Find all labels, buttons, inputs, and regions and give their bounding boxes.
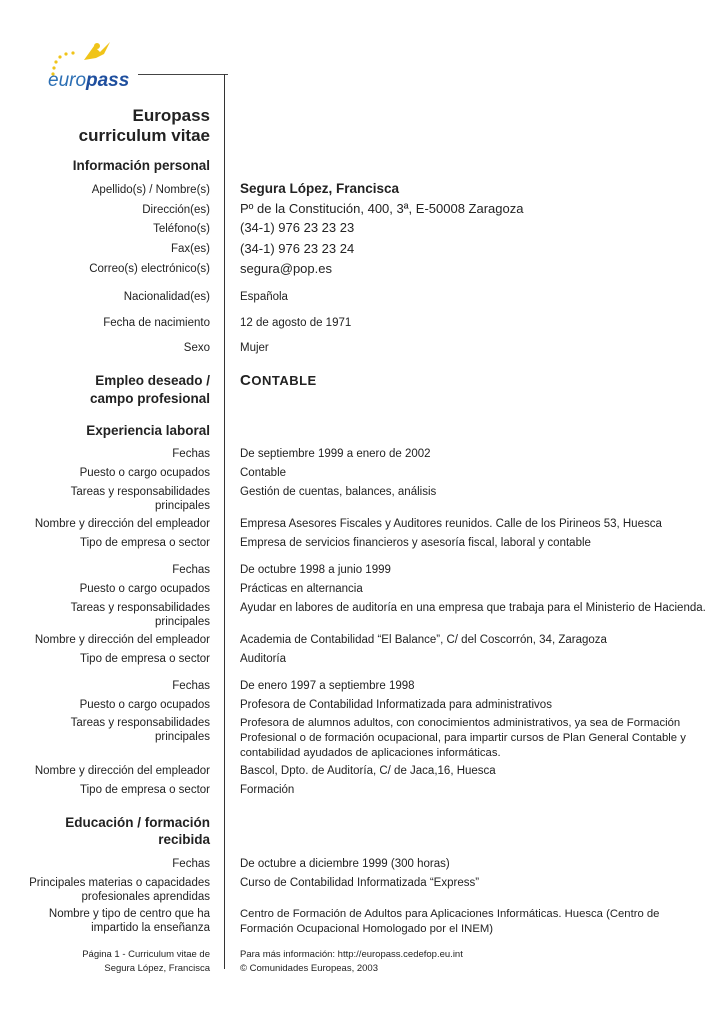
- address-label: Dirección(es): [142, 204, 210, 216]
- edu-center-label-1: Nombre y tipo de centro que ha: [48, 908, 210, 920]
- job1-employer: Empresa Asesores Fiscales y Auditores reunidos. Calle de los Pirineos 53, Huesca: [240, 518, 662, 530]
- job1-tasks: Gestión de cuentas, balances, análisis: [240, 486, 437, 498]
- job2-employer: Academia de Contabilidad “El Balance”, C/ del Coscorrón, 34, Zaragoza: [240, 634, 607, 646]
- edu-center: Centro de Formación de Adultos para Aplicaciones Informáticas. Huesca (Centro de Formación Ocupacional Homologado por el INEM): [240, 908, 660, 935]
- job2-dates: De octubre 1998 a junio 1999: [240, 564, 391, 576]
- job3-dates: De enero 1997 a septiembre 1998: [240, 680, 415, 692]
- phone-label: Teléfono(s): [153, 223, 210, 235]
- europass-logo: [44, 38, 244, 98]
- name-value: Segura López, Francisca: [240, 181, 400, 196]
- birthdate-label: Fecha de nacimiento: [103, 317, 210, 329]
- job1-employer-label: Nombre y dirección del empleador: [34, 518, 210, 530]
- job3-sector-label: Tipo de empresa o sector: [80, 784, 210, 796]
- job3-position: Profesora de Contabilidad Informatizada para administrativos: [240, 699, 552, 711]
- edu-dates-label: Fechas: [172, 858, 210, 870]
- column-divider: [224, 74, 225, 969]
- job1-position-label: Puesto o cargo ocupados: [79, 467, 210, 479]
- desired-value-rest: ONTABLE: [251, 373, 317, 388]
- job2-dates-label: Fechas: [172, 564, 210, 576]
- logo-rule: [138, 74, 228, 75]
- edu-subjects-label-1: Principales materias o capacidades: [29, 877, 210, 889]
- svg-text:euro: euro: [48, 70, 87, 91]
- fax-value: (34-1) 976 23 23 24: [240, 241, 355, 256]
- job3-employer: Bascol, Dpto. de Auditoría, C/ de Jaca,16, Huesca: [240, 765, 496, 777]
- edu-subjects: Curso de Contabilidad Informatizada “Express”: [240, 877, 480, 889]
- title-europass: Europass: [132, 106, 210, 125]
- email-label: Correo(s) electrónico(s): [89, 263, 210, 275]
- job2-tasks-label-2: principales: [155, 616, 210, 628]
- fax-label: Fax(es): [171, 243, 210, 255]
- footer-page-line-2: Segura López, Francisca: [104, 963, 210, 974]
- job2-position-label: Puesto o cargo ocupados: [79, 583, 210, 595]
- job2-sector: Auditoría: [240, 653, 287, 665]
- sex-label: Sexo: [183, 342, 210, 354]
- job2-position: Prácticas en alternancia: [240, 583, 363, 595]
- edu-subjects-label-2: profesionales aprendidas: [81, 891, 210, 903]
- personal-heading: Información personal: [72, 158, 210, 173]
- job3-position-label: Puesto o cargo ocupados: [79, 699, 210, 711]
- title-curriculum-vitae: curriculum vitae: [78, 126, 210, 145]
- job1-position: Contable: [240, 467, 287, 479]
- education-heading-2: recibida: [158, 832, 210, 847]
- phone-value: (34-1) 976 23 23 23: [240, 220, 355, 235]
- job3-sector: Formación: [240, 784, 295, 796]
- address-value: Pº de la Constitución, 400, 3ª, E-50008 Zaragoza: [240, 201, 524, 216]
- job3-tasks: Profesora de alumnos adultos, con conocimientos administrativos, ya sea de Formación Profesional o de formación ocupacional, para impartir cursos de Plan General Contable y contabilidad ayudados de aplicaciones informáticas.: [240, 717, 686, 759]
- job1-sector-label: Tipo de empresa o sector: [80, 537, 210, 549]
- desired-value: [240, 374, 317, 388]
- sex-value: Mujer: [240, 342, 269, 354]
- job1-dates-label: Fechas: [172, 448, 210, 460]
- edu-dates: De octubre a diciembre 1999 (300 horas): [240, 858, 450, 870]
- job1-sector: Empresa de servicios financieros y asesoría fiscal, laboral y contable: [240, 537, 591, 549]
- job1-tasks-label-2: principales: [155, 500, 210, 512]
- job1-tasks-label-1: Tareas y responsabilidades: [70, 486, 210, 498]
- job2-tasks-label-1: Tareas y responsabilidades: [70, 602, 210, 614]
- job3-tasks-label-1: Tareas y responsabilidades: [70, 717, 210, 729]
- education-heading-1: Educación / formación: [65, 815, 210, 830]
- desired-heading-2: campo profesional: [89, 391, 210, 406]
- job2-sector-label: Tipo de empresa o sector: [80, 653, 210, 665]
- birthdate-value: 12 de agosto de 1971: [240, 317, 352, 329]
- name-label: Apellido(s) / Nombre(s): [91, 184, 210, 196]
- footer-copyright: © Comunidades Europeas, 2003: [240, 963, 378, 974]
- job3-employer-label: Nombre y dirección del empleador: [34, 765, 210, 777]
- nationality-label: Nacionalidad(es): [123, 291, 210, 303]
- desired-heading-1: Empleo deseado /: [95, 373, 210, 388]
- experience-heading: Experiencia laboral: [86, 423, 210, 438]
- nationality-value: Española: [240, 291, 288, 303]
- svg-text:pass: pass: [86, 70, 130, 91]
- job2-tasks: Ayudar en labores de auditoría en una empresa que trabaja para el Ministerio de Hacienda.: [240, 602, 706, 614]
- edu-center-label-2: impartido la enseñanza: [91, 922, 210, 934]
- job3-dates-label: Fechas: [172, 680, 210, 692]
- footer-page-line-1: Página 1 - Curriculum vitae de: [82, 949, 210, 960]
- job1-dates: De septiembre 1999 a enero de 2002: [240, 448, 431, 460]
- desired-value-cap: C: [240, 372, 252, 389]
- europass-logo-icon: [44, 38, 244, 98]
- job2-employer-label: Nombre y dirección del empleador: [34, 634, 210, 646]
- footer-info-link[interactable]: Para más información: http://europass.cedefop.eu.int: [240, 949, 463, 960]
- email-value: segura@pop.es: [240, 261, 332, 276]
- job3-tasks-label-2: principales: [155, 731, 210, 743]
